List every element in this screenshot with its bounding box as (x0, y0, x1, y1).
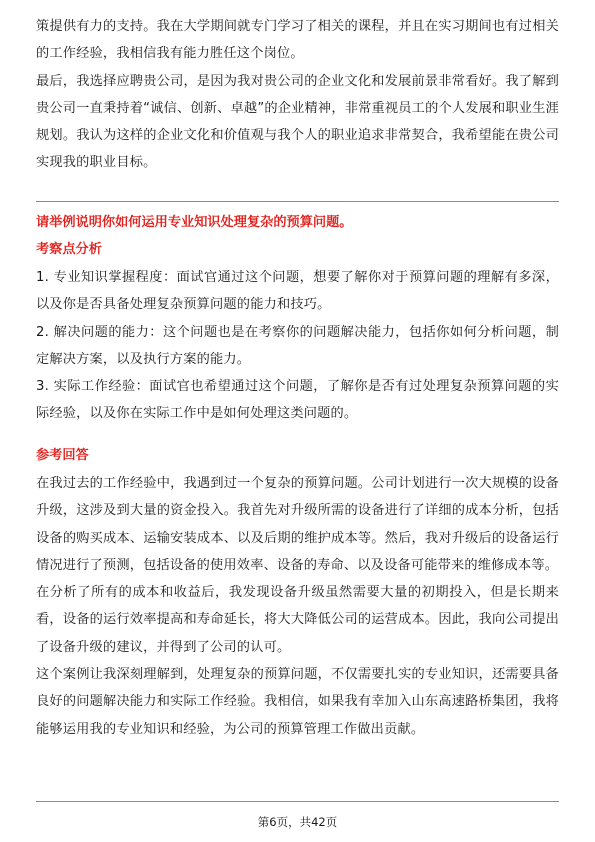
analysis-section (36, 238, 559, 428)
answer-paragraph: 在分析了所有的成本和收益后，我发现设备升级虽然需要大量的初期投入，但是长期来看，设备的运行效率提高和寿命延长，将大大降低公司的运营成本。因此，我向公司提出了设备升级的建议，并得到了公司的认可。 (36, 585, 559, 655)
analysis-item: 2. 解决问题的能力：这个问题也是在考察你的问题解决能力，包括你如何分析问题，制定解决方案，以及执行方案的能力。 (36, 324, 559, 367)
question-section (36, 211, 559, 235)
answer-heading: 参考回答 (36, 448, 89, 463)
document-page (36, 0, 559, 842)
page-number: 第6页，共42页 (257, 815, 338, 829)
intro-paragraph: 策提供有力的支持。我在大学期间就专门学习了相关的课程，并且在实习期间也有过相关的工作经验，我相信我有能力胜任这个岗位。 (36, 19, 559, 62)
answer-section (36, 444, 559, 743)
answer-paragraph: 这个案例让我深刻理解到，处理复杂的预算问题，不仅需要扎实的专业知识，还需要具备良好的问题解决能力和实际工作经验。我相信，如果我有幸加入山东高速路桥集团，我将能够运用我的专业知识和经验，为公司的预算管理工作做出贡献。 (36, 667, 559, 737)
analysis-heading: 考察点分析 (36, 242, 102, 257)
intro-section (36, 13, 559, 177)
divider-line (36, 201, 559, 202)
question-title: 请举例说明你如何运用专业知识处理复杂的预算问题。 (36, 215, 353, 230)
answer-paragraph: 在我过去的工作经验中，我遇到过一个复杂的预算问题。公司计划进行一次大规模的设备升级，这涉及到大量的资金投入。我首先对升级所需的设备进行了详细的成本分析，包括设备的购买成本、运输安装成本、以及后期的维护成本等。然后，我对升级后的设备运行情况进行了预测，包括设备的使用效率、设备的寿命、以及设备可能带来的维修成本等。 (36, 476, 559, 573)
intro-paragraph: 最后，我选择应聘贵公司，是因为我对贵公司的企业文化和发展前景非常看好。我了解到贵公司一直秉持着“诚信、创新、卓越”的企业精神，非常重视员工的个人发展和职业生涯规划。我认为这样的企业文化和价值观与我个人的职业追求非常契合，我希望能在贵公司实现我的职业目标。 (36, 73, 559, 171)
analysis-list (36, 264, 559, 428)
footer-divider-line (36, 801, 559, 802)
analysis-item: 3. 实际工作经验：面试官也希望通过这个问题，了解你是否有过处理复杂预算问题的实际经验，以及你在实际工作中是如何处理这类问题的。 (36, 379, 559, 422)
answer-body (36, 470, 559, 743)
analysis-item: 1. 专业知识掌握程度：面试官通过这个问题，想要了解你对于预算问题的理解有多深，以及你是否具备处理复杂预算问题的能力和技巧。 (36, 270, 559, 313)
